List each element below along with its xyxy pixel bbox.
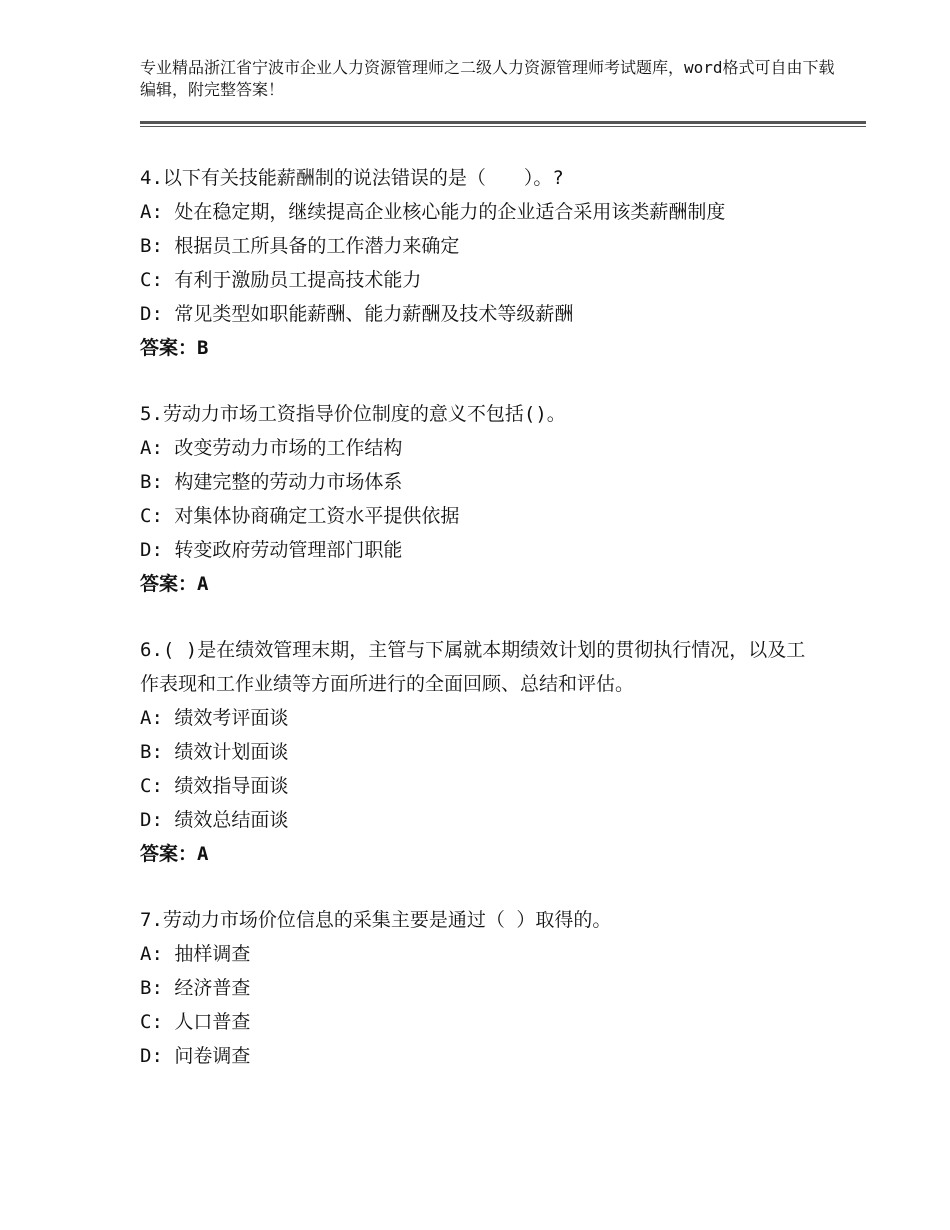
question-4 — [140, 161, 820, 365]
question-6 — [140, 633, 820, 871]
answer-label: 答案： — [140, 337, 198, 359]
answer-line — [140, 331, 820, 365]
option-b: B: 绩效计划面谈 — [140, 741, 289, 763]
answer-line — [140, 837, 820, 871]
option-d: D: 绩效总结面谈 — [140, 809, 289, 831]
option-c: C: 人口普查 — [140, 1011, 251, 1033]
option-c: C: 有利于激励员工提高技术能力 — [140, 269, 422, 291]
option-a: A: 改变劳动力市场的工作结构 — [140, 437, 403, 459]
option-d: D: 转变政府劳动管理部门职能 — [140, 539, 403, 561]
answer-value: B — [197, 337, 209, 359]
answer-label: 答案： — [140, 573, 198, 595]
question-list — [140, 161, 820, 1105]
answer-label: 答案： — [140, 843, 198, 865]
option-b: B: 构建完整的劳动力市场体系 — [140, 471, 403, 493]
header-divider-thin — [140, 126, 866, 127]
option-b: B: 经济普查 — [140, 977, 251, 999]
header-divider-thick — [140, 121, 866, 124]
document-header: 专业精品浙江省宁波市企业人力资源管理师之二级人力资源管理师考试题库，word格式可自由下载编辑，附完整答案！ — [140, 58, 835, 99]
question-5 — [140, 397, 820, 601]
option-a: A: 处在稳定期，继续提高企业核心能力的企业适合采用该类薪酬制度 — [140, 201, 726, 223]
option-c: C: 绩效指导面谈 — [140, 775, 289, 797]
option-a: A: 绩效考评面谈 — [140, 707, 289, 729]
question-text: 7.劳动力市场价位信息的采集主要是通过（ ）取得的。 — [140, 909, 612, 931]
option-a: A: 抽样调查 — [140, 943, 251, 965]
answer-line — [140, 567, 820, 601]
option-c: C: 对集体协商确定工资水平提供依据 — [140, 505, 460, 527]
question-text: 4.以下有关技能薪酬制的说法错误的是（ ）。? — [140, 167, 564, 189]
answer-value: A — [197, 573, 209, 595]
option-d: D: 常见类型如职能薪酬、能力薪酬及技术等级薪酬 — [140, 303, 574, 325]
question-text: 5.劳动力市场工资指导价位制度的意义不包括()。 — [140, 403, 566, 425]
question-7 — [140, 903, 820, 1073]
option-d: D: 问卷调查 — [140, 1045, 251, 1067]
answer-value: A — [197, 843, 209, 865]
option-b: B: 根据员工所具备的工作潜力来确定 — [140, 235, 460, 257]
question-text: 6.( )是在绩效管理末期，主管与下属就本期绩效计划的贯彻执行情况，以及工作表现和工作业绩等方面所进行的全面回顾、总结和评估。 — [140, 639, 806, 695]
